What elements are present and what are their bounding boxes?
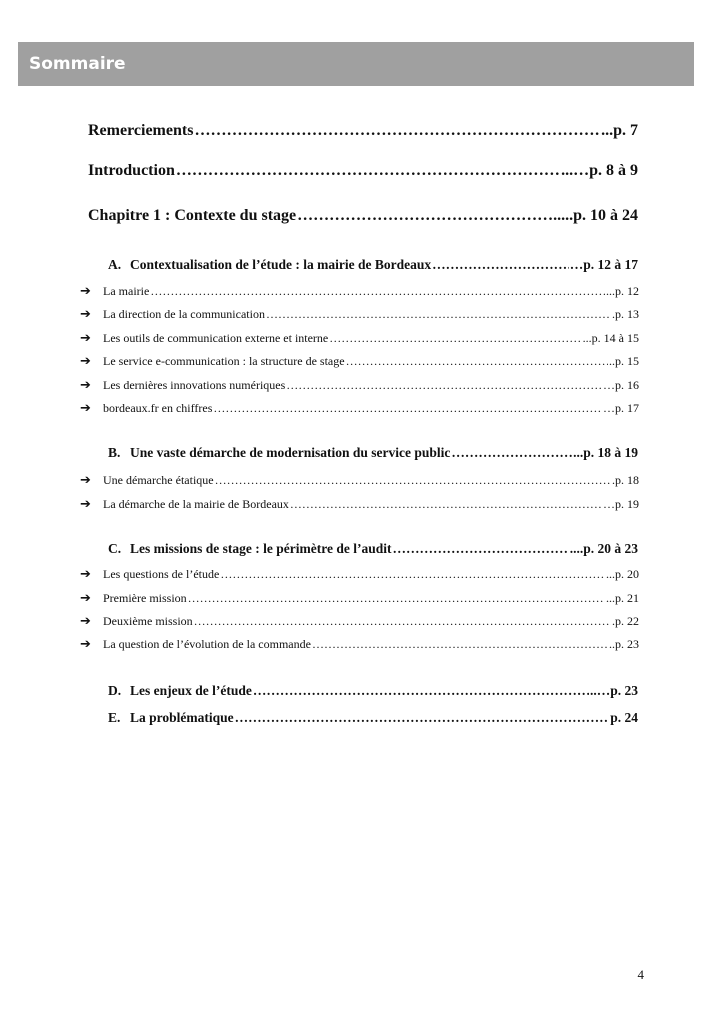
toc-item: [80, 637, 639, 652]
section-page: ..…p. 23: [589, 683, 638, 698]
toc-entry-page: ...…p. 8 à 9: [561, 162, 638, 179]
toc-item-page: ...p. 21: [606, 591, 639, 605]
toc-item: [80, 497, 639, 512]
toc-entry-remerciements: [88, 122, 638, 140]
toc-item: [80, 284, 639, 299]
arrow-right-icon: ➔: [80, 567, 91, 582]
dot-leader: [150, 284, 605, 299]
dot-leader: [346, 354, 608, 369]
toc-item: [80, 401, 639, 416]
toc-entry-label: Introduction: [88, 162, 175, 179]
toc-item: [80, 567, 639, 582]
section-letter: C.: [108, 541, 122, 556]
dot-leader: [194, 122, 600, 140]
toc-item: [80, 614, 639, 629]
toc-item-label: La question de l’évolution de la commande: [103, 637, 311, 651]
toc-item-label: Les outils de communication externe et interne: [103, 331, 329, 345]
toc-item-page: ...p. 20: [606, 567, 639, 581]
summary-header-banner: [18, 42, 694, 86]
toc-item-label: Deuxième mission: [103, 614, 193, 628]
dot-leader: [451, 445, 572, 461]
dot-leader: [235, 710, 610, 726]
toc-item-page: …p. 17: [603, 401, 639, 415]
toc-item-page: ..p. 15: [609, 354, 639, 368]
toc-item-label: Une démarche étatique: [103, 473, 214, 487]
section-label: Les enjeux de l’étude: [130, 683, 252, 698]
dot-leader: [253, 683, 589, 699]
dot-leader: [176, 162, 560, 180]
section-letter: B.: [108, 445, 121, 460]
toc-entry-label: Chapitre 1 : Contexte du stage: [88, 207, 297, 224]
section-letter: E.: [108, 710, 121, 725]
dot-leader: [290, 497, 602, 512]
toc-entry-page: .....p. 10 à 24: [553, 207, 638, 224]
page-number: 4: [637, 967, 644, 982]
section-label: Les missions de stage : le périmètre de l’audit: [130, 541, 392, 556]
toc-item-label: Les dernières innovations numériques: [103, 378, 286, 392]
toc-item-page: .p. 13: [612, 307, 639, 321]
section-label: La problématique: [130, 710, 234, 725]
section-page: …p. 12 à 17: [569, 257, 638, 272]
toc-item: [80, 307, 639, 322]
toc-item-page: …p. 16: [603, 378, 639, 392]
toc-item-page: …p. 19: [603, 497, 639, 511]
toc-item-page: .p. 22: [612, 614, 639, 628]
dot-leader: [213, 401, 602, 416]
section-page: ....p. 20 à 23: [569, 541, 638, 556]
dot-leader: [312, 637, 608, 652]
arrow-right-icon: ➔: [80, 307, 91, 322]
toc-section-c: [108, 541, 638, 557]
section-letter: A.: [108, 257, 122, 272]
dot-leader: [188, 591, 605, 606]
arrow-right-icon: ➔: [80, 637, 91, 652]
arrow-right-icon: ➔: [80, 331, 91, 346]
toc-item-label: Les questions de l’étude: [103, 567, 220, 581]
toc-item-label: bordeaux.fr en chiffres: [103, 401, 213, 415]
toc-item-page: .p. 18: [612, 473, 639, 487]
arrow-right-icon: ➔: [80, 378, 91, 393]
toc-item: [80, 473, 639, 488]
toc-entry-page: ...p. 7: [601, 122, 638, 139]
arrow-right-icon: ➔: [80, 354, 91, 369]
toc-section-e: [108, 710, 638, 726]
toc-item-label: La démarche de la mairie de Bordeaux: [103, 497, 289, 511]
dot-leader: [432, 257, 569, 273]
toc-section-d: [108, 683, 638, 699]
toc-item-page: ...p. 14 à 15: [582, 331, 639, 345]
toc-section-b: [108, 445, 638, 461]
page-title: Sommaire: [29, 54, 126, 74]
dot-leader: [194, 614, 611, 629]
toc-item: [80, 331, 639, 346]
toc-item-label: Première mission: [103, 591, 187, 605]
arrow-right-icon: ➔: [80, 473, 91, 488]
section-page: ...p. 18 à 19: [573, 445, 638, 460]
arrow-right-icon: ➔: [80, 614, 91, 629]
dot-leader: [215, 473, 611, 488]
toc-item-page: ..p. 23: [609, 637, 639, 651]
section-label: Contextualisation de l’étude : la mairie de Bordeaux: [130, 257, 432, 272]
dot-leader: [392, 541, 568, 557]
dot-leader: [297, 207, 552, 225]
arrow-right-icon: ➔: [80, 401, 91, 416]
arrow-right-icon: ➔: [80, 284, 91, 299]
toc-item-page: ...p. 12: [606, 284, 639, 298]
dot-leader: [329, 331, 581, 346]
toc-item: [80, 354, 639, 369]
toc-item-label: La direction de la communication: [103, 307, 265, 321]
toc-item-label: La mairie: [103, 284, 150, 298]
toc-item: [80, 378, 639, 393]
section-letter: D.: [108, 683, 122, 698]
dot-leader: [266, 307, 611, 322]
toc-item: [80, 591, 639, 606]
dot-leader: [220, 567, 605, 582]
section-page: p. 24: [610, 710, 638, 725]
toc-section-a: [108, 257, 638, 273]
arrow-right-icon: ➔: [80, 497, 91, 512]
toc-entry-chapitre-1: [88, 207, 638, 225]
dot-leader: [286, 378, 602, 393]
toc-item-label: Le service e-communication : la structure de stage: [103, 354, 345, 368]
toc-entry-introduction: [88, 162, 638, 180]
arrow-right-icon: ➔: [80, 591, 91, 606]
section-label: Une vaste démarche de modernisation du service public: [130, 445, 451, 460]
toc-entry-label: Remerciements: [88, 122, 194, 139]
